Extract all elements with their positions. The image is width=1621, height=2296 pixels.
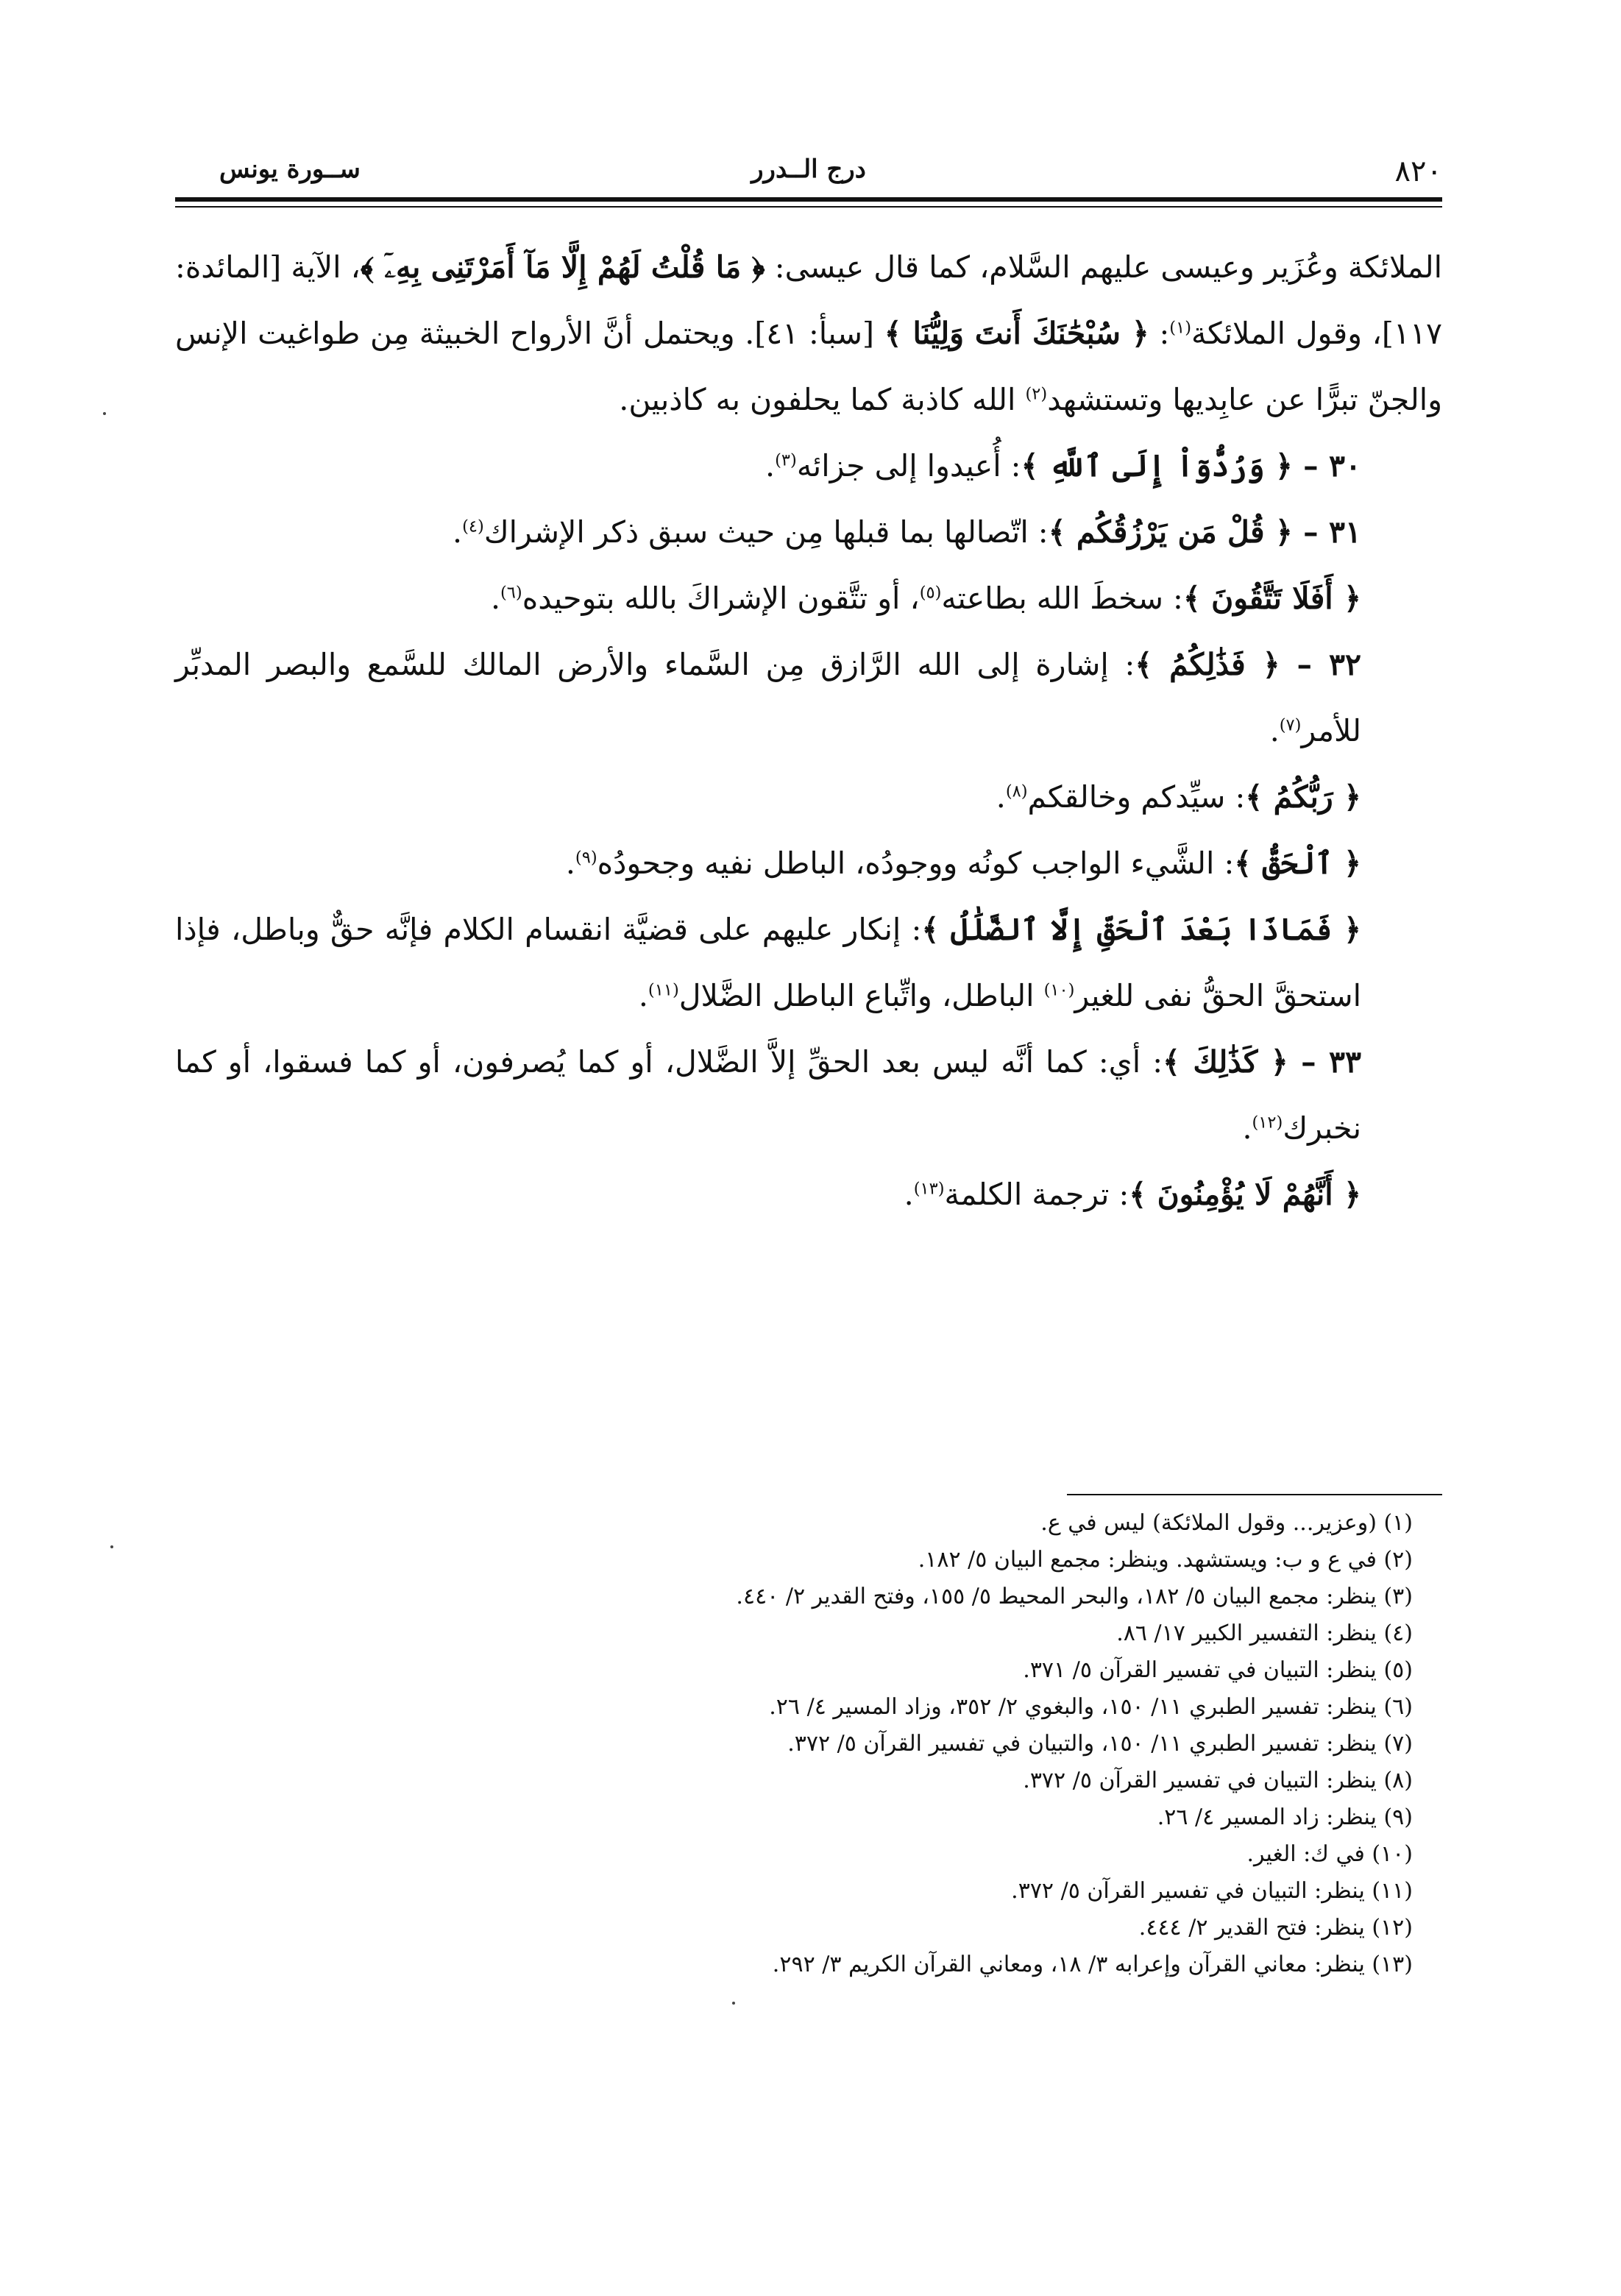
verse-31-cont — [175, 565, 1442, 631]
body-text: : — [1149, 316, 1170, 351]
verse-33 — [175, 1029, 1442, 1161]
footnote-ref: (٨) — [1005, 782, 1028, 801]
body-text: : سخطَ الله بطاعته — [941, 581, 1183, 616]
body-text: ، أو تتَّقون الإشراكَ بالله بتوحيده — [522, 581, 920, 616]
footnote-ref: (١١) — [648, 980, 679, 1000]
footnotes — [175, 1505, 1442, 1983]
scan-speck — [103, 412, 106, 415]
quran-quote: ﴿ رَبُّكُمُ ﴾ — [1245, 779, 1361, 815]
punct: . — [765, 448, 776, 483]
footnote: (١١) ينظر: التبيان في تفسير القرآن ٥/ ٣٧٢. — [1011, 1878, 1413, 1904]
page-header — [175, 155, 1442, 193]
quran-quote: ﴿ فَذَٰلِكُمُ ﴾ — [1135, 647, 1280, 682]
body-text: : سيِّدكم وخالقكم — [1027, 779, 1246, 815]
header-rule-thin — [175, 206, 1442, 208]
footnote: (١٢) ينظر: فتح القدير ٢/ ٤٤٤. — [1138, 1915, 1413, 1941]
footnote: (٢) في ع و ب: ويستشهد. وينظر: مجمع البيان ٥/ ١٨٢. — [918, 1547, 1413, 1573]
footnote-ref: (٢) — [1025, 384, 1048, 404]
footnote: (٥) ينظر: التبيان في تفسير القرآن ٥/ ٣٧١. — [1023, 1657, 1413, 1683]
footnote-ref: (٣) — [775, 450, 797, 470]
book-title: درج الــدرر — [751, 155, 866, 184]
quran-quote: ﴿ كَذَٰلِكَ ﴾ — [1163, 1044, 1288, 1080]
punct: . — [638, 978, 648, 1013]
quran-quote: ﴿ فَمَاذَا بَعْدَ ٱلْحَقِّ إِلَّا ٱلضَّلَٰلُ ﴾ — [921, 912, 1361, 947]
quran-quote: ﴿ ٱلْحَقُّ ﴾ — [1234, 846, 1361, 881]
punct: . — [904, 1177, 914, 1212]
punct: . — [490, 581, 500, 616]
verse-31 — [175, 499, 1442, 565]
page-number: ٨٢٠ — [1394, 155, 1442, 188]
punct: . — [1242, 1110, 1252, 1146]
footnote: (٦) ينظر: تفسير الطبري ١١/ ١٥٠، والبغوي ٢/ ٣٥٢، وزاد المسير ٤/ ٢٦. — [769, 1694, 1413, 1720]
footnote: (١) (وعزير... وقول الملائكة) ليس في ع. — [1040, 1510, 1413, 1536]
surah-name: ســورة يونس — [219, 155, 361, 184]
body-text: الباطل، واتِّباع الباطل الضَّلال — [678, 978, 1044, 1013]
quran-quote: ﴿ قُلْ مَن يَرْزُقُكُم ﴾ — [1048, 514, 1293, 550]
main-text — [175, 234, 1442, 1227]
footnote: (٤) ينظر: التفسير الكبير ١٧/ ٨٦. — [1116, 1620, 1413, 1646]
verse-32 — [175, 631, 1442, 764]
footnote: (٩) ينظر: زاد المسير ٤/ ٢٦. — [1157, 1804, 1413, 1830]
footnote-ref: (١٣) — [913, 1179, 945, 1199]
verse-30 — [175, 433, 1442, 499]
body-text: : إنكار عليهم على قضيَّة انقسام الكلام فإنَّه حقٌّ وباطل، فإذا استحقَّ الحقُّ نفى للغير — [175, 912, 1361, 1013]
punct: . — [565, 846, 575, 881]
verse-32-alhaqq — [175, 830, 1442, 896]
footnote-ref: (٧) — [1279, 715, 1302, 735]
footnote-ref: (١) — [1169, 318, 1191, 338]
footnote: (١٣) ينظر: معاني القرآن وإعرابه ٣/ ١٨، ومعاني القرآن الكريم ٣/ ٢٩٢. — [772, 1952, 1413, 1977]
ayah-number: ٣١ – — [1292, 514, 1361, 550]
footnote: (١٠) في ك: الغير. — [1246, 1841, 1413, 1867]
ayah-number: ٣٢ – — [1280, 647, 1361, 682]
body-text: الله كاذبة كما يحلفون به كاذبين. — [619, 382, 1026, 417]
body-text: الملائكة وعُزَير وعيسى عليهم السَّلام، كما قال عيسى: — [765, 249, 1442, 285]
verse-33-annahum — [175, 1161, 1442, 1227]
footnote: (٨) ينظر: التبيان في تفسير القرآن ٥/ ٣٧٢. — [1023, 1768, 1413, 1793]
quran-quote: ﴿ أَفَلَا تَتَّقُونَ ﴾ — [1182, 581, 1361, 616]
punct: . — [996, 779, 1006, 815]
scan-speck — [732, 2002, 735, 2005]
footnote-ref: (٩) — [575, 848, 597, 868]
ayah-number: ٣٣ – — [1288, 1044, 1361, 1080]
footnote-ref: (١٠) — [1043, 980, 1075, 1000]
footnote-divider — [1067, 1494, 1442, 1495]
footnote: (٧) ينظر: تفسير الطبري ١١/ ١٥٠، والتبيان في تفسير القرآن ٥/ ٣٧٢. — [787, 1731, 1413, 1757]
body-text: [سبأ: ٤١]. ويحتمل أنَّ الأرواح الخبيثة مِن طواغيت الإنس والجنّ تبرًّا عن عابِديها وتستشهد — [175, 316, 1442, 417]
paragraph — [175, 234, 1442, 433]
body-text: : ترجمة الكلمة — [944, 1177, 1129, 1212]
body-text: : اتّصالها بما قبلها مِن حيث سبق ذكر الإشراك — [483, 514, 1049, 550]
body-text: : إشارة إلى الله الرَّازق مِن السَّماء والأرض المالك للسَّمع والبصر المدبِّر للأمر — [175, 647, 1361, 748]
footnote-ref: (٤) — [462, 517, 484, 536]
quran-quote: ﴿ مَا قُلْتُ لَهُمْ إِلَّا مَآ أَمَرْتَنِى بِهِۦٓ ﴾ — [360, 249, 765, 285]
punct: . — [1269, 713, 1280, 748]
body-text: ، الآية [المائدة: ١١٧]، وقول الملائكة — [175, 249, 1442, 351]
punct: . — [453, 514, 463, 550]
verse-32-famadha — [175, 896, 1442, 1029]
quran-quote: ﴿ أَنَّهُمْ لَا يُؤْمِنُونَ ﴾ — [1129, 1177, 1361, 1212]
body-text: : أُعيدوا إلى جزائه — [796, 448, 1021, 483]
footnote: (٣) ينظر: مجمع البيان ٥/ ١٨٢، والبحر المحيط ٥/ ١٥٥، وفتح القدير ٢/ ٤٤٠. — [736, 1584, 1413, 1609]
scan-speck — [110, 1545, 113, 1548]
footnote-ref: (٥) — [919, 583, 942, 603]
verse-32-rabbukum — [175, 764, 1442, 830]
header-rule — [175, 197, 1442, 202]
quran-quote: ﴿ سُبْحَٰنَكَ أَنتَ وَلِيُّنَا ﴾ — [884, 316, 1149, 351]
quran-quote: ﴿ وَرُدُّوٓاْ إِلَى ٱللَّهِ ﴾ — [1021, 448, 1293, 483]
body-text: : أي: كما أنَّه ليس بعد الحقِّ إلاَّ الضَّلال، أو كما يُصرفون، أو كما فسقوا، أو كما نخبرك — [175, 1044, 1361, 1146]
ayah-number: ٣٠ – — [1292, 448, 1361, 483]
footnote-ref: (١٢) — [1252, 1113, 1283, 1133]
footnote-ref: (٦) — [500, 583, 522, 603]
body-text: : الشَّيء الواجب كونُه ووجودُه، الباطل نفيه وجحودُه — [597, 846, 1235, 881]
